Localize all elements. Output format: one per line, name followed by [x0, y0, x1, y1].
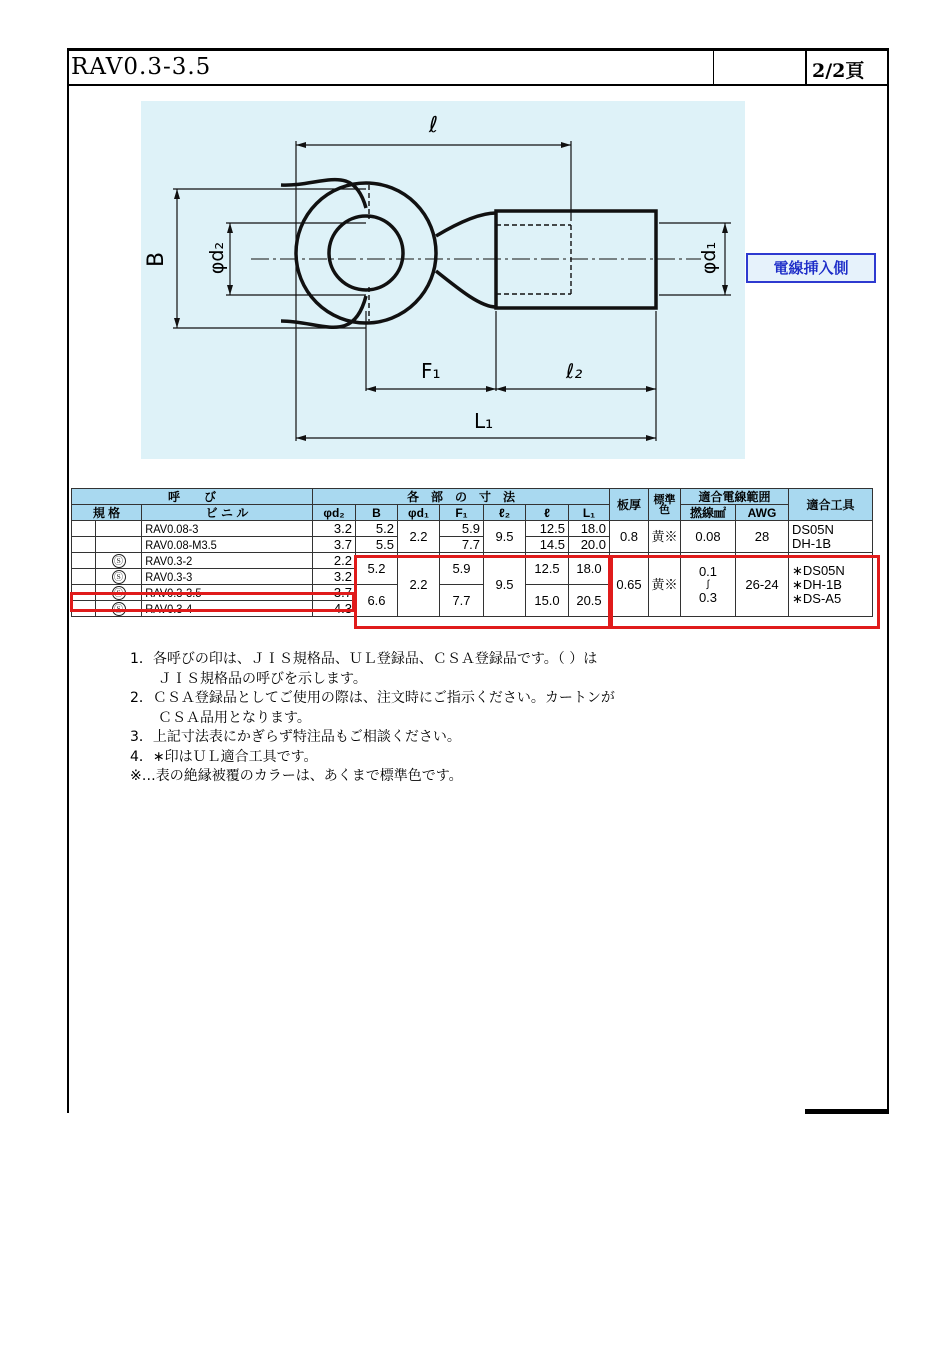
- header-divider: [805, 50, 807, 86]
- part-name: RAV0.3-3.5: [142, 585, 299, 601]
- cell-d2: 3.7: [313, 537, 356, 553]
- strand-max: 0.3: [698, 589, 718, 605]
- page-number: 2/2頁: [812, 60, 865, 82]
- cell-l2: 9.5: [484, 553, 526, 617]
- terminal-drawing: [141, 101, 745, 459]
- header-l: ℓ: [526, 505, 569, 521]
- table-row: [72, 553, 873, 569]
- header-wire-range: 適合電線範囲: [681, 489, 789, 505]
- cell-L1: 18.0: [569, 521, 610, 537]
- cell-B: 5.5: [356, 537, 398, 553]
- wire-insert-side-label: 電線挿入側: [746, 253, 876, 283]
- dim-label-B: B: [144, 251, 170, 268]
- frame-right-border: [887, 48, 889, 1113]
- dim-label-d1: φd₁: [698, 241, 721, 275]
- cell-d2: 3.7: [313, 585, 356, 601]
- header-kikaku: 規 格: [72, 505, 142, 521]
- header-vinyl: ビ ニ ル: [142, 505, 313, 521]
- cell-strand: 0.08: [681, 521, 736, 553]
- note-line: 3．上記寸法表にかぎらず特注品もご相談ください。: [130, 729, 461, 745]
- tool-name: ∗DH-1B: [792, 576, 842, 592]
- notes: [130, 650, 615, 787]
- cell-F1: 5.9: [440, 553, 484, 585]
- header-awg: AWG: [736, 505, 789, 521]
- cell-tools: [789, 553, 873, 617]
- tool-name: ∗DS-A5: [792, 590, 842, 606]
- note-line: 1．各呼びの印は、ＪＩＳ規格品、ＵＬ登録品、ＣＳＡ登録品です。（ ）は: [130, 651, 598, 667]
- dim-label-F1: F₁: [421, 359, 441, 383]
- range-mark: ∫: [706, 578, 710, 590]
- note-line: 2．ＣＳＡ登録品としてご使用の際は、注文時にご指示ください。カートンが: [130, 690, 615, 706]
- part-name: RAV0.08-3: [142, 521, 299, 537]
- cell-d1: 2.2: [398, 553, 440, 617]
- header-yobi: 呼 び: [72, 489, 313, 505]
- cell-F1: 7.7: [440, 585, 484, 617]
- terminal-diagram: [141, 101, 745, 459]
- jis-mark-icon: Ⓢ: [112, 570, 126, 584]
- cell-d2: 3.2: [313, 521, 356, 537]
- cell-tools: [789, 521, 873, 553]
- dim-label-l: ℓ: [429, 113, 439, 138]
- jis-mark-icon: Ⓢ: [112, 586, 126, 600]
- cell-F1: 7.7: [440, 537, 484, 553]
- page-header: [67, 50, 889, 86]
- dim-label-L1: L₁: [474, 409, 494, 433]
- ring-hole: [329, 216, 403, 290]
- note-line: 4．∗印はＵＬ適合工具です。: [130, 748, 318, 765]
- header-l2: ℓ₂: [484, 505, 526, 521]
- cell-l: 15.0: [526, 585, 569, 617]
- cell-color: 黄※: [649, 553, 681, 617]
- cell-strand: [681, 553, 736, 617]
- dim-label-l2: ℓ₂: [566, 359, 583, 383]
- jis-mark-icon: Ⓢ: [112, 554, 126, 568]
- note-line: ＣＳＡ品用となります。: [130, 709, 311, 726]
- cell-color: 黄※: [649, 521, 681, 553]
- cell-B: 5.2: [356, 521, 398, 537]
- dim-label-d2: φd₂: [206, 241, 229, 275]
- header-tool: 適合工具: [789, 489, 873, 521]
- cell-thickness: 0.65: [610, 553, 649, 617]
- part-name: RAV0.08-M3.5: [142, 537, 299, 553]
- header-divider: [713, 50, 714, 86]
- cell-awg: 26-24: [736, 553, 789, 617]
- cell-B: 5.2: [356, 553, 398, 585]
- part-name: RAV0.3-4: [142, 601, 299, 617]
- table-row: [72, 521, 873, 537]
- cell-d2: 4.3: [313, 601, 356, 617]
- note-line: ※…表の絶縁被覆のカラーは、あくまで標準色です。: [130, 768, 463, 784]
- page-end-bar: [805, 1109, 889, 1114]
- cell-L1: 20.5: [569, 585, 610, 617]
- header-std-color: 標準色: [649, 489, 681, 521]
- header-B: B: [356, 505, 398, 521]
- header-strand: 撚線㎟: [681, 505, 736, 521]
- cell-L1: 20.0: [569, 537, 610, 553]
- part-name: RAV0.3-3: [142, 569, 299, 585]
- frame-left-border: [67, 48, 69, 1113]
- cell-F1: 5.9: [440, 521, 484, 537]
- dimension-table: [71, 488, 873, 617]
- header-thickness: 板厚: [610, 489, 649, 521]
- product-title: RAV0.3-3.5: [71, 54, 212, 80]
- cell-l2: 9.5: [484, 521, 526, 553]
- cell-d2: 3.2: [313, 569, 356, 585]
- tool-name: DH-1B: [792, 535, 832, 551]
- header-dimensions: 各 部 の 寸 法: [313, 489, 610, 505]
- strand-min: 0.1: [698, 563, 718, 579]
- part-name: RAV0.3-2: [142, 553, 299, 569]
- header-d2: φd₂: [313, 505, 356, 521]
- cell-thickness: 0.8: [610, 521, 649, 553]
- header-F1: F₁: [440, 505, 484, 521]
- cell-awg: 28: [736, 521, 789, 553]
- cell-l: 12.5: [526, 521, 569, 537]
- cell-l: 14.5: [526, 537, 569, 553]
- cell-B: 6.6: [356, 585, 398, 617]
- header-d1: φd₁: [398, 505, 440, 521]
- cell-l: 12.5: [526, 553, 569, 585]
- cell-d2: 2.2: [313, 553, 356, 569]
- note-line: ＪＩＳ規格品の呼びを示します。: [130, 670, 367, 687]
- tool-name: DS05N: [792, 521, 834, 537]
- header-L1: L₁: [569, 505, 610, 521]
- tool-name: ∗DS05N: [792, 562, 845, 578]
- jis-mark-icon: Ⓢ: [112, 602, 126, 616]
- cell-d1: 2.2: [398, 521, 440, 553]
- cell-L1: 18.0: [569, 553, 610, 585]
